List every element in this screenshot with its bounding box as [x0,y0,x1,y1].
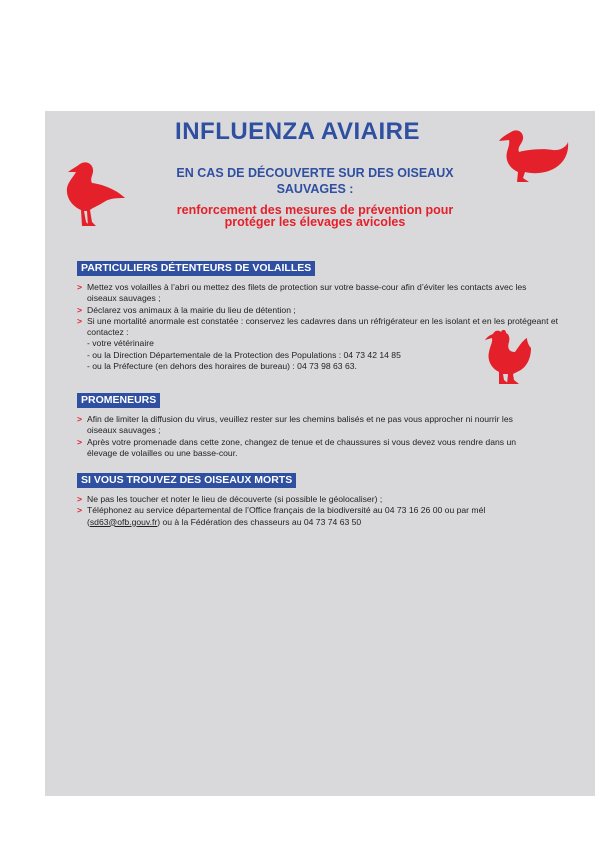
contact-line: - votre vétérinaire [87,338,154,349]
subtitle: EN CAS DE DÉCOUVERTE SUR DES OISEAUX SAUVAGES : [176,166,454,196]
section-header-oiseaux-morts: SI VOUS TROUVEZ DES OISEAUX MORTS [77,473,296,488]
arrow-bullet-icon: > [77,315,83,326]
list-item: > Déclarez vos animaux à la mairie du lieu de détention ; [77,304,296,315]
red-subtitle: renforcement des mesures de prévention pour protéger les élevages avicoles [176,203,454,229]
seagull-icon [62,160,128,232]
list-item: > Si une mortalité anormale est constatée : conservez les cadavres dans un réfrigérateur en les isolant et en les protégeant et contactez : [77,315,559,338]
oiseaux-morts-list [77,494,549,528]
list-item: > Après votre promenade dans cette zone, changez de tenue et de chaussures si vous devez vous rendre dans un élevage de volailles ou une basse-cour. [77,436,517,458]
contact-line: - ou la Direction Départementale de la Protection des Populations : 04 73 42 14 85 [87,349,401,360]
email-link[interactable]: sd63@ofb.gouv.fr [89,516,158,527]
list-item: > Afin de limiter la diffusion du virus, veuillez rester sur les chemins balisés et ne pas vous approcher ni nourrir les oiseaux sauvages ; [77,414,513,436]
arrow-bullet-icon: > [77,304,83,315]
arrow-bullet-icon: > [77,414,83,424]
arrow-bullet-icon: > [77,282,83,292]
section-header-promeneurs: PROMENEURS [77,393,160,408]
arrow-bullet-icon: > [77,505,83,516]
particuliers-list [77,282,559,372]
contact-line: - ou la Préfecture (en dehors des horaires de bureau) : 04 73 98 63 63. [87,361,357,372]
list-item: > Mettez vos volailles à l’abri ou mettez des filets de protection sur votre basse-cour afin d’éviter les contacts avec les oiseaux sauvages ; [77,282,527,304]
promeneurs-list [77,414,537,459]
section-header-particuliers: PARTICULIERS DÉTENTEURS DE VOLAILLES [77,261,315,276]
page-title: INFLUENZA AVIAIRE [175,118,420,145]
list-item: > Téléphonez au service départemental de l’Office français de la biodiversité au 04 73 16 26 00 ou par mél (sd63@ofb.gouv.fr) ou à la Fédération des chasseurs au 04 73 74 63 50 [77,505,486,527]
arrow-bullet-icon: > [77,436,83,447]
list-item: > Ne pas les toucher et noter le lieu de découverte (si possible le géolocaliser) ; [77,494,383,504]
arrow-bullet-icon: > [77,494,83,504]
